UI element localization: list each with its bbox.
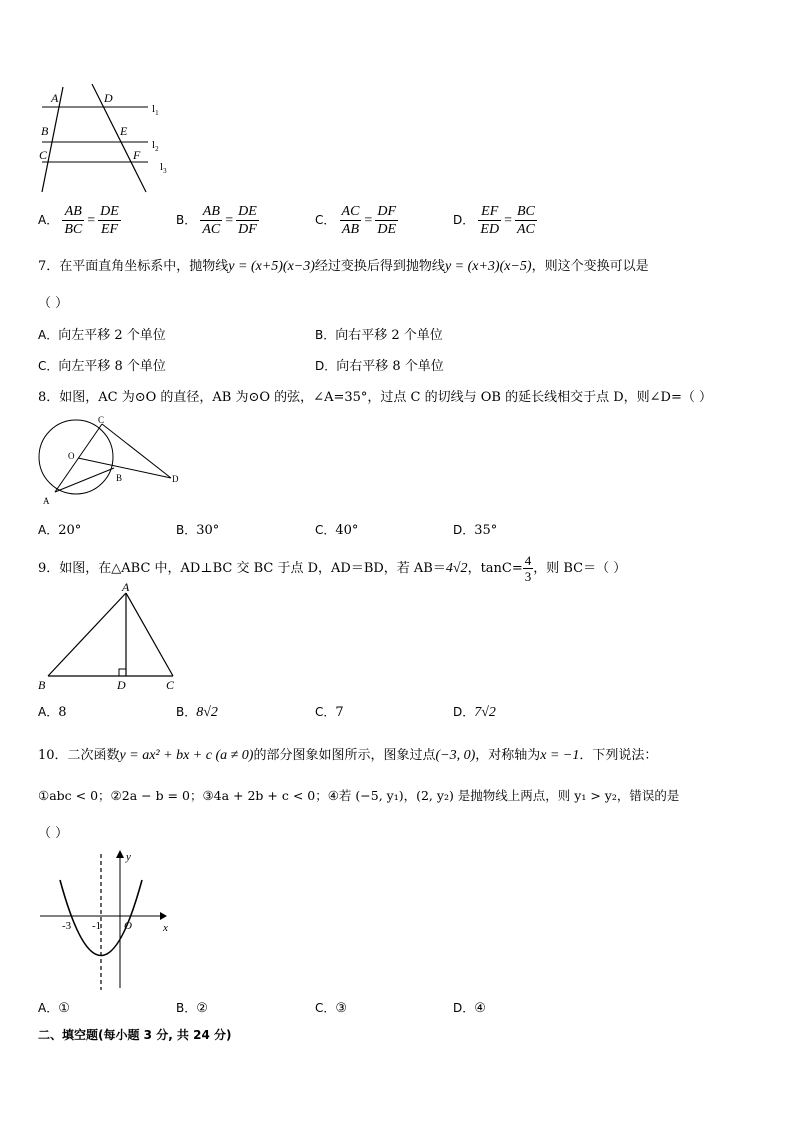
q8-option-c[interactable]: C．40°	[315, 523, 359, 538]
q7-answer-paren: （ ）	[38, 296, 69, 311]
right-angle-mark	[119, 669, 126, 676]
y-axis-label: y	[126, 851, 131, 863]
q9-figure	[36, 582, 186, 692]
q9-option-d[interactable]: D．7√2	[453, 705, 496, 720]
q7-option-a[interactable]: A．向左平移 2 个单位	[38, 328, 166, 343]
label-a: A	[51, 91, 59, 105]
q10-option-c[interactable]: C．③	[315, 1001, 348, 1016]
label-d: D	[104, 91, 113, 105]
label-c: C	[166, 678, 175, 692]
side-ac	[126, 593, 173, 676]
side-ab	[48, 593, 126, 676]
q7-option-b[interactable]: B．向右平移 2 个单位	[315, 328, 443, 343]
q7-option-d[interactable]: D．向右平移 8 个单位	[315, 359, 444, 374]
q9-option-a[interactable]: A．8	[38, 705, 67, 720]
section-2-heading: 二、填空题(每小题 3 分, 共 24 分)	[38, 1028, 232, 1042]
x-axis-arrow	[160, 912, 167, 920]
label-e: E	[120, 124, 128, 138]
y-axis-arrow	[116, 850, 124, 858]
origin-label: O	[124, 920, 132, 932]
circle-o	[39, 420, 113, 494]
q8-option-d[interactable]: D．35°	[453, 523, 498, 538]
q7-stem: 7．在平面直角坐标系中，抛物线y = (x+5)(x−3)经过变换后得到抛物线y = (x+3)(x−5)，则这个变换可以是	[38, 259, 649, 274]
q8-option-a[interactable]: A．20°	[38, 523, 82, 538]
q10-claims: ①abc < 0；②2a − b = 0；③4a + 2b + c < 0；④若 (−5, y₁)，(2, y₂) 是抛物线上两点，则 y₁ > y₂，错误的是	[38, 788, 680, 803]
q10-option-b[interactable]: B．②	[176, 1001, 208, 1016]
label-l1: $l_1$	[152, 103, 159, 117]
q6-figure	[36, 82, 176, 194]
q10-figure	[36, 846, 181, 992]
q6-option-b[interactable]: B． $\frac{AB}{AC}$ = $\frac{DE}{DF}$	[176, 204, 257, 237]
q9-option-c[interactable]: C．7	[315, 705, 344, 720]
q8-figure	[34, 412, 184, 507]
label-f: F	[133, 148, 141, 162]
label-b: B	[41, 124, 49, 138]
label-d: D	[117, 678, 126, 692]
q8-stem: 8．如图，AC 为⊙O 的直径，AB 为⊙O 的弦，∠A=35°，过点 C 的切线与 OB 的延长线相交于点 D，则∠D=（ ）	[38, 390, 712, 405]
q9-stem: 9．如图，在△ABC 中，AD⊥BC 交 BC 于点 D，AD＝BD，若 AB＝4√2，tanC= $\frac{4}{3}$ ，则 BC＝（ ）	[38, 553, 627, 584]
q6-option-c[interactable]: C． $\frac{AC}{AB}$ = $\frac{DF}{DE}$	[315, 204, 396, 237]
q10-option-a[interactable]: A．①	[38, 1001, 70, 1016]
tick-minus-3: -3	[62, 920, 72, 932]
q10-answer-paren: （ ）	[38, 826, 69, 841]
label-c: C	[39, 148, 48, 162]
q6-option-a[interactable]: A． $\frac{AB}{BC}$ = $\frac{DE}{EF}$	[38, 204, 119, 237]
tick-minus-1: -1	[92, 920, 102, 932]
q8-option-b[interactable]: B．30°	[176, 523, 220, 538]
q6-option-d[interactable]: D． $\frac{EF}{ED}$ = $\frac{BC}{AC}$	[453, 204, 535, 237]
x-axis-label: x	[163, 922, 168, 934]
label-l2: $l_2$	[152, 139, 159, 153]
q10-stem: 10．二次函数y = ax² + bx + c (a ≠ 0)的部分图象如图所示，图象过点(−3, 0)，对称轴为x = −1．下列说法：	[38, 748, 658, 763]
label-c: C	[98, 415, 105, 425]
q10-option-d[interactable]: D．④	[453, 1001, 486, 1016]
label-a: A	[122, 582, 130, 594]
label-a: A	[43, 496, 50, 506]
label-d: D	[172, 474, 179, 484]
transversal-right	[92, 84, 146, 192]
label-b: B	[116, 473, 123, 483]
q7-option-c[interactable]: C．向左平移 8 个单位	[38, 359, 166, 374]
label-b: B	[38, 678, 46, 692]
q9-option-b[interactable]: B．8√2	[176, 705, 218, 720]
label-l3: $l_3$	[160, 161, 167, 175]
line-od	[78, 458, 171, 478]
label-o: O	[68, 451, 75, 461]
